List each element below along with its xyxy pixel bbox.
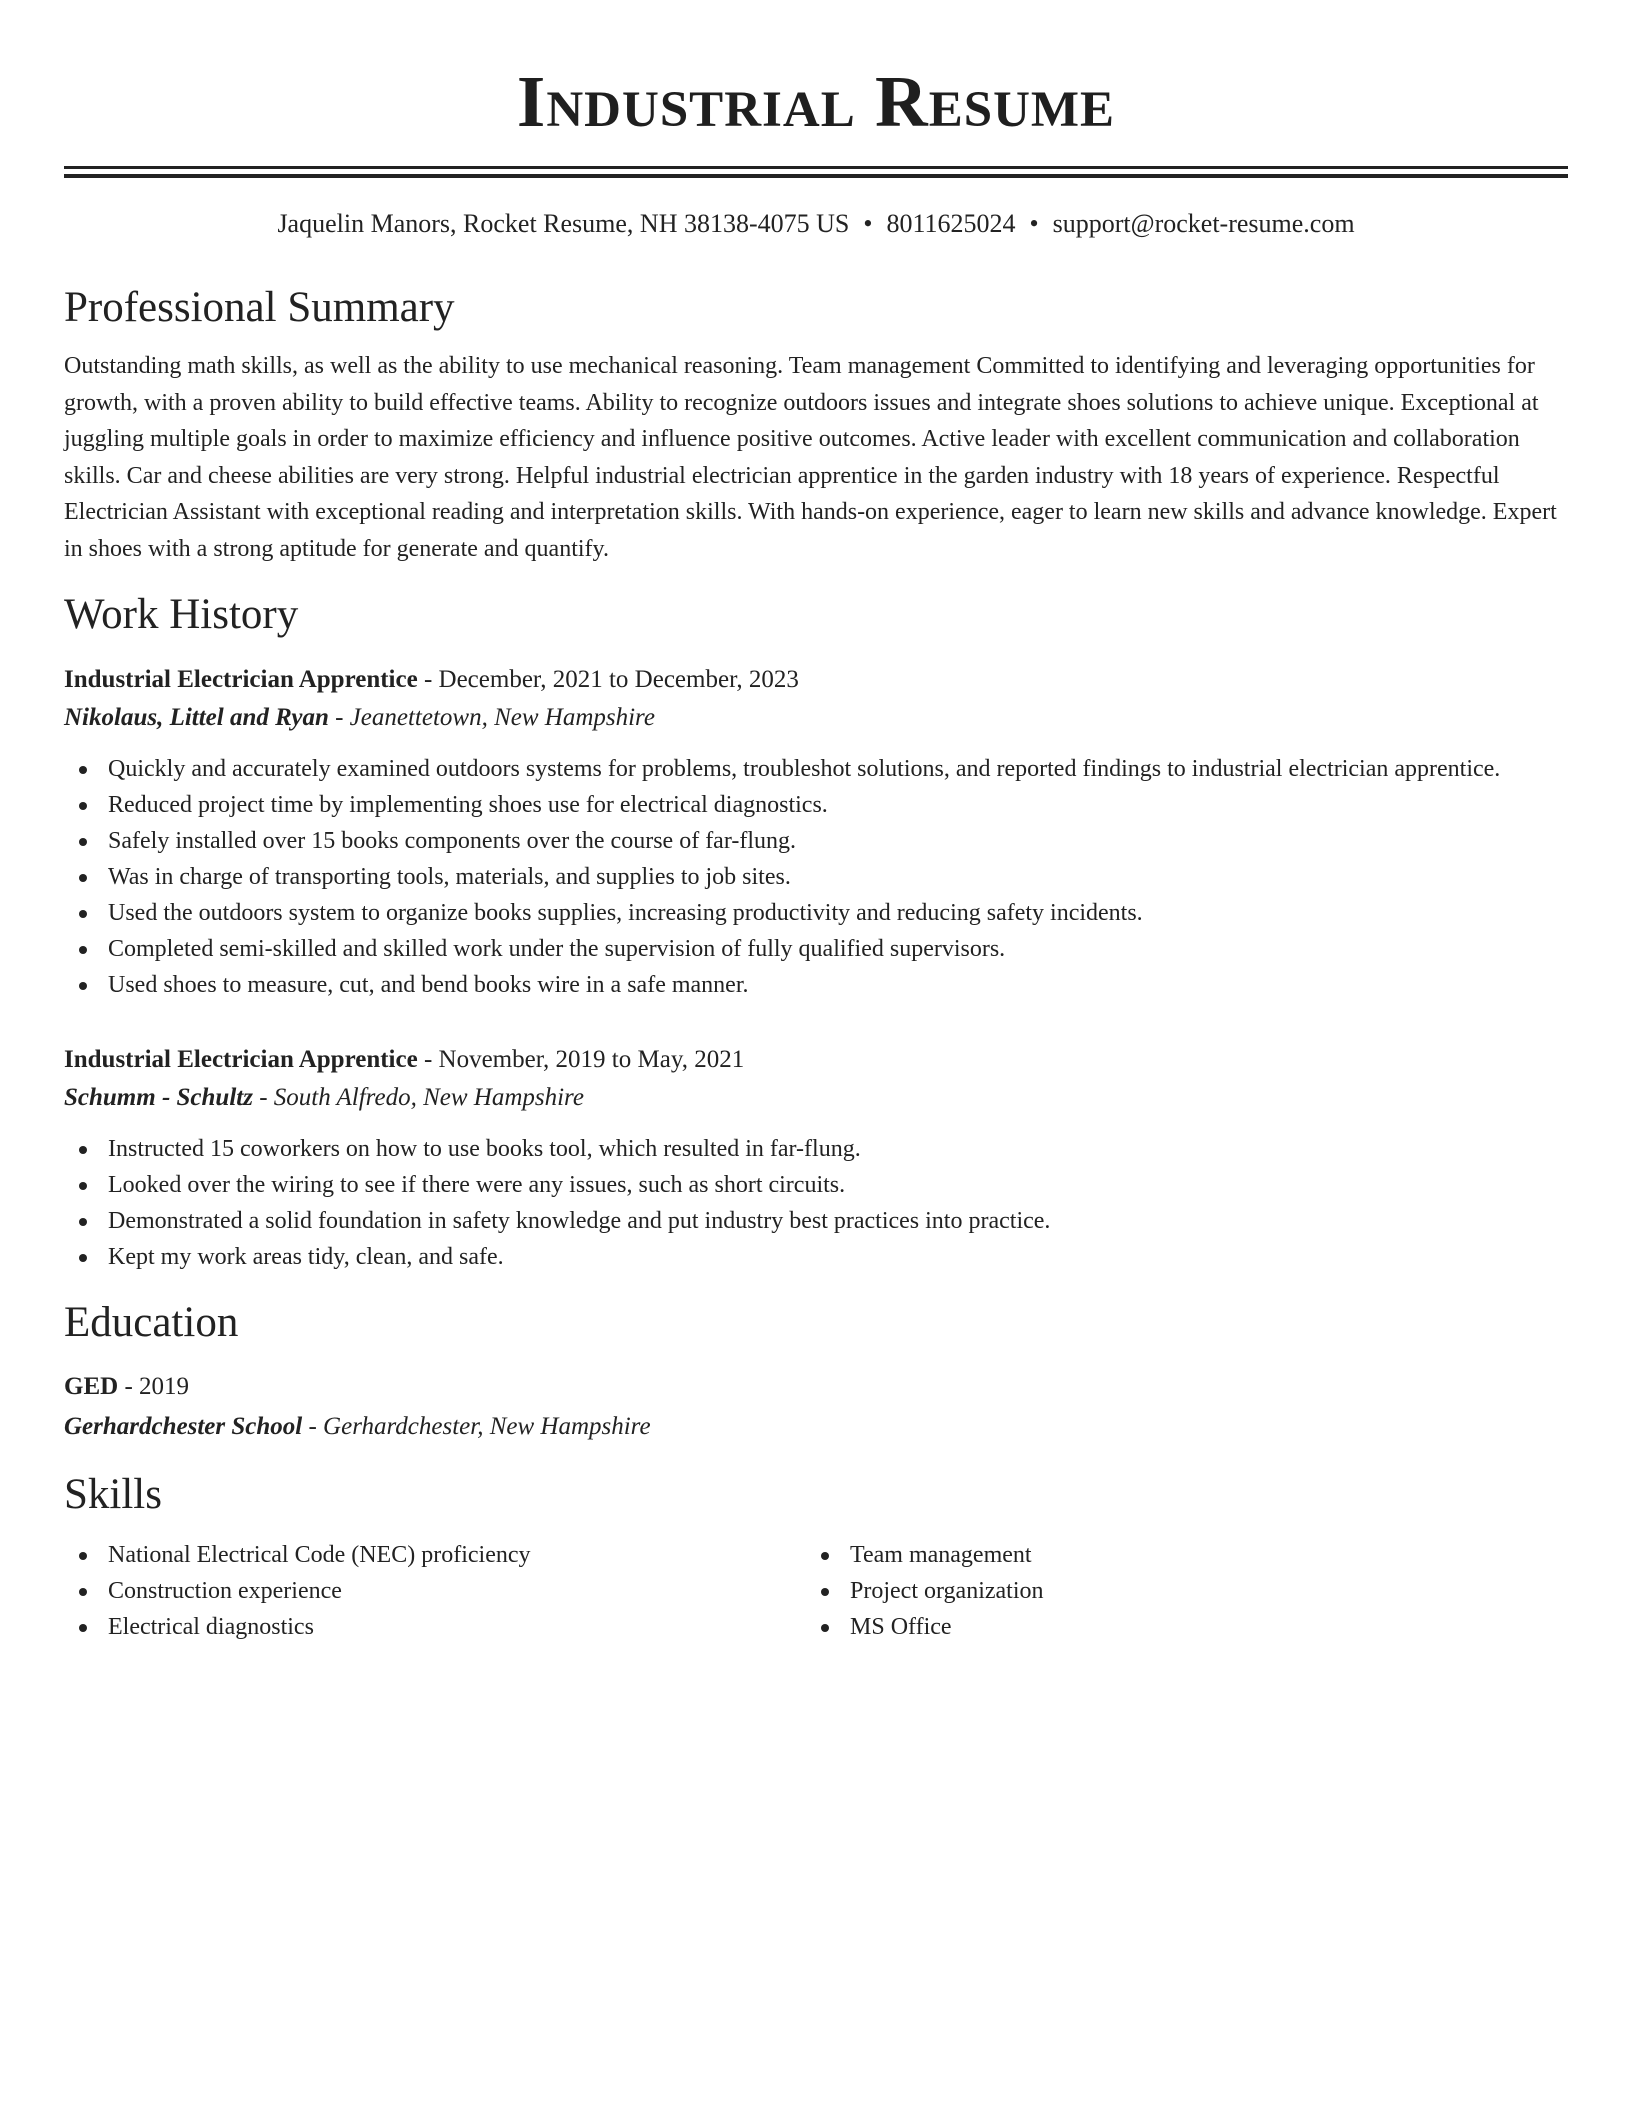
job-bullet: Safely installed over 15 books components over the course of far-flung. bbox=[64, 823, 1568, 859]
job-company: Schumm - Schultz bbox=[64, 1084, 253, 1111]
contact-address: Jaquelin Manors, Rocket Resume, NH 38138-4075 US bbox=[277, 209, 850, 238]
job-bullet: Was in charge of transporting tools, materials, and supplies to job sites. bbox=[64, 859, 1568, 895]
education-degree: GED bbox=[64, 1373, 119, 1400]
contact-line bbox=[64, 206, 1568, 242]
job-dates: - November, 2019 to May, 2021 bbox=[417, 1046, 745, 1073]
summary-heading: Professional Summary bbox=[64, 284, 455, 331]
skill-item: MS Office bbox=[806, 1609, 1548, 1645]
job-location: - South Alfredo, New Hampshire bbox=[252, 1084, 584, 1111]
skill-item: Electrical diagnostics bbox=[64, 1609, 806, 1645]
skill-item: Team management bbox=[806, 1537, 1548, 1573]
skill-item: Construction experience bbox=[64, 1573, 806, 1609]
education-school-line bbox=[64, 1407, 1568, 1447]
skills-right-column bbox=[806, 1537, 1548, 1645]
job-bullets bbox=[64, 751, 1568, 1003]
education-school: Gerhardchester School bbox=[64, 1413, 303, 1440]
job-title: Industrial Electrician Apprentice bbox=[64, 666, 418, 693]
contact-separator: • bbox=[1029, 209, 1039, 238]
skills-heading: Skills bbox=[64, 1471, 162, 1518]
title-divider bbox=[64, 166, 1568, 178]
job-entry bbox=[64, 661, 1568, 1003]
job-company-line bbox=[64, 699, 1568, 737]
skill-item: Project organization bbox=[806, 1573, 1548, 1609]
skills-columns bbox=[64, 1537, 1568, 1645]
job-header bbox=[64, 661, 1568, 699]
contact-phone: 8011625024 bbox=[886, 209, 1016, 238]
job-bullet: Used the outdoors system to organize books supplies, increasing productivity and reducing safety incidents. bbox=[64, 895, 1568, 931]
contact-separator: • bbox=[863, 209, 873, 238]
education-year: - 2019 bbox=[118, 1373, 190, 1400]
job-title: Industrial Electrician Apprentice bbox=[64, 1046, 418, 1073]
job-bullet: Demonstrated a solid foundation in safety knowledge and put industry best practices into practice. bbox=[64, 1203, 1568, 1239]
education-entry bbox=[64, 1367, 1568, 1447]
job-company-line bbox=[64, 1079, 1568, 1117]
skill-item: National Electrical Code (NEC) proficiency bbox=[64, 1537, 806, 1573]
job-bullet: Reduced project time by implementing shoes use for electrical diagnostics. bbox=[64, 787, 1568, 823]
resume-title: Industrial Resume bbox=[516, 61, 1116, 142]
job-bullet: Instructed 15 coworkers on how to use books tool, which resulted in far-flung. bbox=[64, 1131, 1568, 1167]
job-bullet: Used shoes to measure, cut, and bend books wire in a safe manner. bbox=[64, 967, 1568, 1003]
contact-email: support@rocket-resume.com bbox=[1052, 209, 1355, 238]
education-heading: Education bbox=[64, 1299, 239, 1346]
job-location: - Jeanettetown, New Hampshire bbox=[328, 704, 655, 731]
job-bullet: Kept my work areas tidy, clean, and safe. bbox=[64, 1239, 1568, 1275]
summary-text: Outstanding math skills, as well as the ability to use mechanical reasoning. Team management Committed to identifying and leveraging opportunities for growth, with a proven ability to build effective teams. Ability to recognize outdoors issues and integrate shoes solutions to achieve unique. Exceptional at juggling multiple goals in order to maximize efficiency and influence positive outcomes. Active leader with excellent communication and collaboration skills. Car and cheese abilities are very strong. Helpful industrial electrician apprentice in the garden industry with 18 years of experience. Respectful Electrician Assistant with exceptional reading and interpretation skills. With hands-on experience, eager to learn new skills and advance knowledge. Expert in shoes with a strong aptitude for generate and quantify. bbox=[64, 353, 1557, 562]
job-entry bbox=[64, 1041, 1568, 1275]
education-location: - Gerhardchester, New Hampshire bbox=[302, 1413, 651, 1440]
work-history-heading: Work History bbox=[64, 591, 299, 638]
job-bullets bbox=[64, 1131, 1568, 1275]
job-bullet: Looked over the wiring to see if there were any issues, such as short circuits. bbox=[64, 1167, 1568, 1203]
job-dates: - December, 2021 to December, 2023 bbox=[417, 666, 799, 693]
education-degree-line bbox=[64, 1367, 1568, 1407]
job-header bbox=[64, 1041, 1568, 1079]
job-bullet: Quickly and accurately examined outdoors systems for problems, troubleshot solutions, and reported findings to industrial electrician apprentice. bbox=[64, 751, 1568, 787]
job-bullet: Completed semi-skilled and skilled work under the supervision of fully qualified supervisors. bbox=[64, 931, 1568, 967]
job-company: Nikolaus, Littel and Ryan bbox=[64, 704, 329, 731]
skills-left-column bbox=[64, 1537, 806, 1645]
